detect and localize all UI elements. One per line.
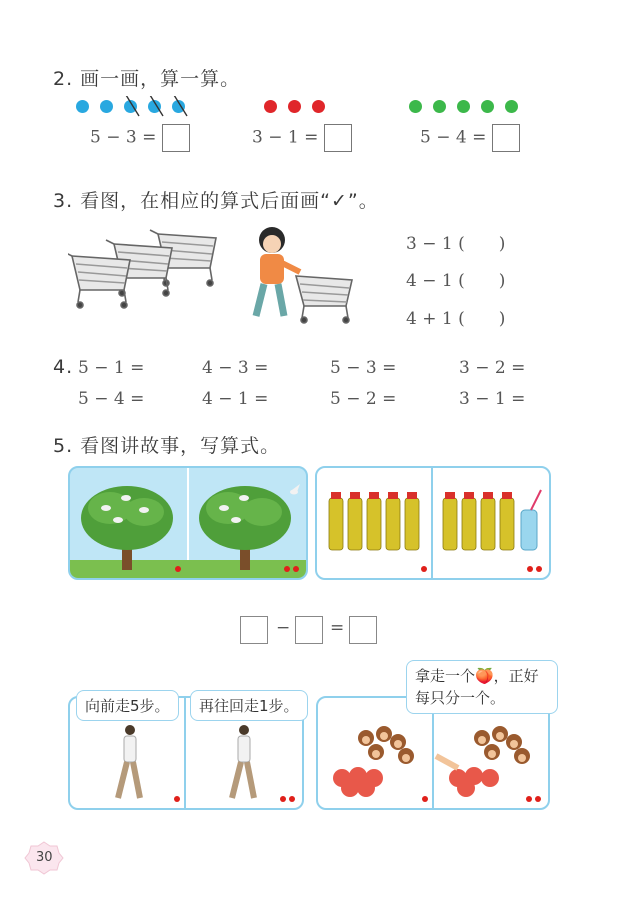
answer-box[interactable] xyxy=(240,616,268,644)
equation-1-expr: 5 − 3 = xyxy=(90,127,157,148)
red-marker-dot xyxy=(174,796,180,802)
answer-box[interactable] xyxy=(295,616,323,644)
birds-story-panel xyxy=(68,466,308,580)
minus-sign: − xyxy=(276,618,291,638)
green-dot xyxy=(457,100,470,113)
calc-2: 4 − 3 = xyxy=(202,358,269,378)
red-marker-dot xyxy=(535,796,541,802)
tree-birds-illustration xyxy=(70,468,306,578)
equation-3 xyxy=(420,124,520,152)
red-marker-dot xyxy=(536,566,542,572)
green-dot xyxy=(481,100,494,113)
option-3[interactable]: 4 + 1 ( ) xyxy=(406,309,506,329)
green-dot xyxy=(505,100,518,113)
red-marker-dot xyxy=(293,566,299,572)
bottles-illustration xyxy=(317,468,549,578)
red-dot xyxy=(288,100,301,113)
calc-3: 5 − 3 = xyxy=(330,358,397,378)
red-dots-group xyxy=(258,100,338,118)
equals-sign: = xyxy=(330,618,345,638)
calc-8: 3 − 1 = xyxy=(459,389,526,409)
red-marker-dot xyxy=(280,796,286,802)
red-dot xyxy=(264,100,277,113)
blue-dots-group xyxy=(70,100,210,118)
monkeys-peaches-illustration xyxy=(318,698,548,808)
red-marker-dot xyxy=(422,796,428,802)
answer-box[interactable] xyxy=(324,124,352,152)
calc-5: 5 − 4 = xyxy=(78,389,145,409)
equation-1 xyxy=(90,124,190,152)
equation-2-expr: 3 − 1 = xyxy=(252,127,319,148)
green-dots-group xyxy=(403,100,543,118)
girl-pushing-cart-illustration xyxy=(250,220,360,330)
speech-bubble-monkeys: 拿走一个🍑，正好每只分一个。 xyxy=(406,660,558,714)
option-1[interactable]: 3 − 1 ( ) xyxy=(406,234,506,254)
answer-box[interactable] xyxy=(162,124,190,152)
option-2[interactable]: 4 − 1 ( ) xyxy=(406,271,506,291)
green-dot xyxy=(433,100,446,113)
answer-box[interactable] xyxy=(492,124,520,152)
red-marker-dot xyxy=(527,566,533,572)
red-marker-dot xyxy=(284,566,290,572)
calc-6: 4 − 1 = xyxy=(202,389,269,409)
shopping-carts-illustration xyxy=(68,228,228,320)
section-4-number: 4. xyxy=(53,356,74,378)
green-dot xyxy=(409,100,422,113)
cross-strokes-icon xyxy=(70,96,210,118)
equation-2 xyxy=(252,124,352,152)
page-number: 30 xyxy=(36,850,53,865)
speech-bubble-back: 再往回走1步。 xyxy=(190,690,308,721)
bottles-story-panel xyxy=(315,466,551,580)
red-marker-dot xyxy=(421,566,427,572)
speech-bubble-forward: 向前走5步。 xyxy=(76,690,179,721)
red-marker-dot xyxy=(175,566,181,572)
red-marker-dot xyxy=(526,796,532,802)
red-marker-dot xyxy=(289,796,295,802)
section-2-heading: 2. 画一画，算一算。 xyxy=(53,68,241,90)
section-3-heading: 3. 看图，在相应的算式后面画“✓”。 xyxy=(53,190,379,212)
section-5-heading: 5. 看图讲故事，写算式。 xyxy=(53,435,281,457)
equation-3-expr: 5 − 4 = xyxy=(420,127,487,148)
calc-7: 5 − 2 = xyxy=(330,389,397,409)
calc-1: 5 − 1 = xyxy=(78,358,145,378)
red-dot xyxy=(312,100,325,113)
calc-4: 3 − 2 = xyxy=(459,358,526,378)
answer-box[interactable] xyxy=(349,616,377,644)
